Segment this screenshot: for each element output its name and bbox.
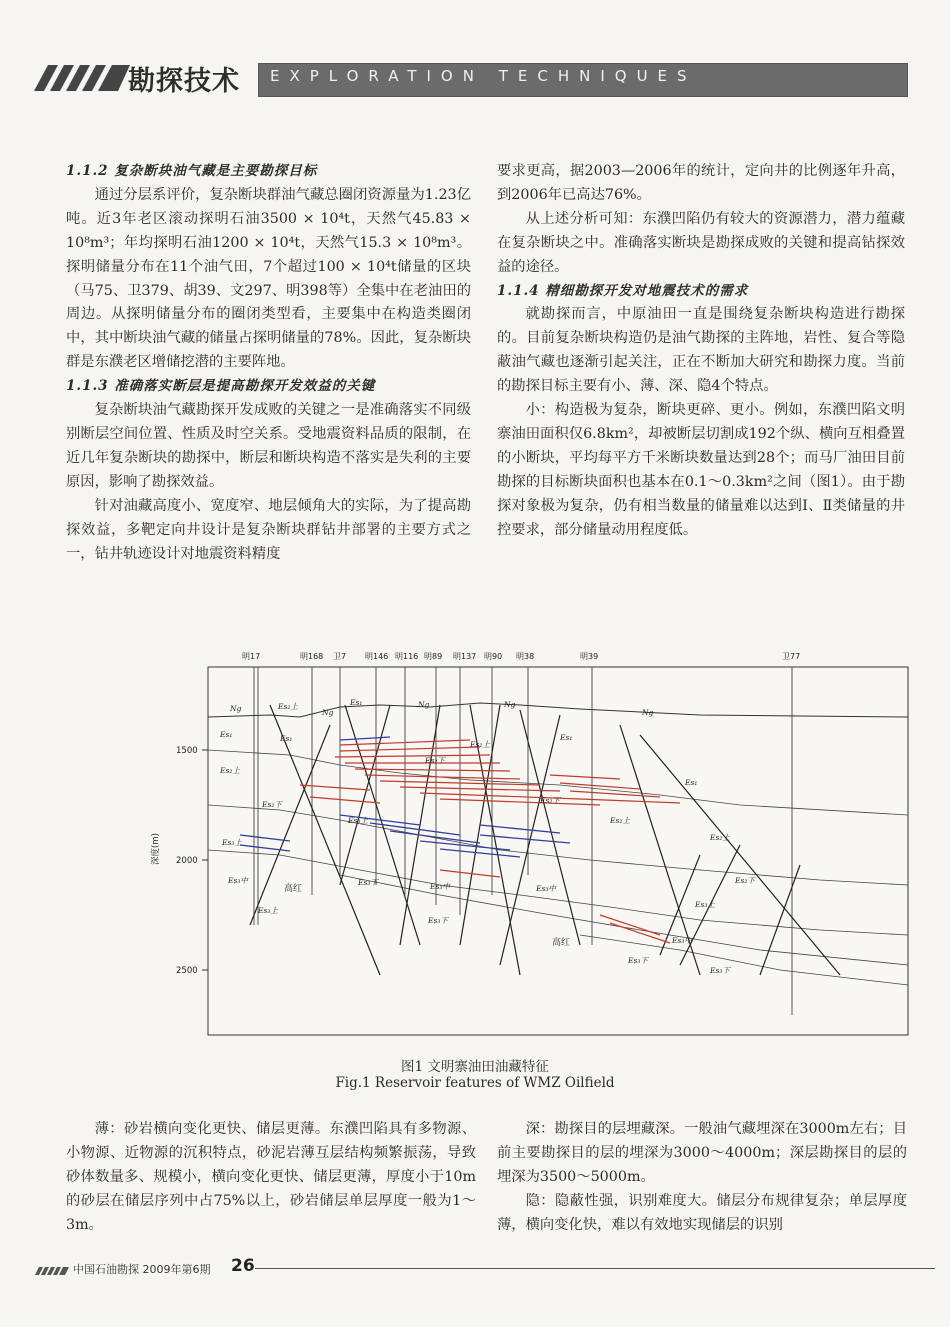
- paragraph: 要求更高，据2003—2006年的统计，定向井的比例逐年升高，到2006年已高达76%。: [497, 163, 905, 203]
- depth-tick: 1500: [176, 746, 198, 756]
- formation-label: Es₃下: [358, 878, 378, 887]
- formation-label: Es₃下: [428, 916, 448, 925]
- formation-label: Es₁: [220, 730, 233, 739]
- formation-label: Es₂下: [425, 756, 445, 765]
- depth-tick: 2500: [176, 966, 198, 976]
- formation-label: Es₂下: [540, 796, 560, 805]
- column-title: 勘探技术: [128, 66, 240, 97]
- paragraph: 从上述分析可知：东濮凹陷仍有较大的资源潜力，潜力蕴藏在复杂断块之中。准确落实断块是勘探成败的关键和提高钻探效益的途径。: [497, 210, 905, 275]
- page-header: [0, 55, 950, 105]
- well-label: 卫77: [782, 652, 801, 661]
- formation-label: Es₂下: [735, 876, 755, 885]
- figure-1-cross-section: [140, 645, 930, 1045]
- column-title-en: EXPLORATION TECHNIQUES: [270, 67, 697, 85]
- well-label: 卫7: [333, 652, 347, 661]
- figure-caption-cn: 图1 文明寨油田油藏特征: [401, 1059, 549, 1075]
- page-number: 26: [231, 1256, 255, 1276]
- depth-axis-label: 深度(m): [151, 833, 161, 865]
- figure-caption-en: Fig.1 Reservoir features of WMZ Oilfield: [335, 1075, 615, 1091]
- well-label: 明39: [580, 652, 599, 661]
- footer-rule: [255, 1268, 935, 1269]
- well-label: 明89: [424, 652, 443, 661]
- formation-label: Es₃下: [628, 956, 648, 965]
- heading-1-1-4: 1.1.4 精细勘探开发对地震技术的需求: [497, 282, 749, 299]
- formation-label: Es₁: [350, 698, 363, 707]
- footer-stripes-icon: [35, 1266, 69, 1276]
- formation-label: Es₂上: [278, 702, 298, 711]
- journal-name: 中国石油勘探 2009年第6期: [73, 1263, 211, 1276]
- heading-1-1-2: 1.1.2 复杂断块油气藏是主要勘探目标: [66, 163, 318, 179]
- formation-label: Es₃上: [348, 816, 368, 825]
- cross-section-diagram: [140, 645, 930, 1045]
- well-label: 明116: [395, 652, 419, 661]
- well-label: 明137: [453, 652, 477, 661]
- formation-label: Es₃上: [695, 900, 715, 909]
- formation-label: Es₃中: [536, 884, 556, 893]
- formation-label: Es₃上: [222, 838, 242, 847]
- formation-label: Ng: [230, 704, 242, 713]
- paragraph: 通过分层系评价，复杂断块群油气藏总圈闭资源量为1.23亿吨。近3年老区滚动探明石油3500 × 10⁴t，天然气45.83 × 10⁸m³；年均探明石油1200 × 10⁴t，天然气15.3 × 10⁸m³。探明储量分布在11个油气田，7个超过100 × 10⁴t储量的区块（马75、卫379、胡39、文297、明398等）全集中在老油田的周边。从探明储量分布的圈闭类型看，主要集中在构造类圈闭中，其中断块油气藏的储量占探明储量的78%。因此，复杂断块群是东濮老区增储挖潜的主要阵地。: [66, 186, 471, 371]
- formation-label: Es₃下: [710, 966, 730, 975]
- formation-label: Es₃中: [672, 936, 692, 945]
- paragraph: 深：勘探目的层埋藏深。一般油气藏埋深在3000m左右；目前主要勘探目的层的埋深为3000～4000m；深层勘探目的层的埋深为3500～5000m。: [497, 1121, 907, 1185]
- paragraph: 隐：隐蔽性强，识别难度大。储层分布规律复杂；单层厚度薄，横向变化快，难以有效地实现储层的识别: [497, 1192, 907, 1233]
- left-column: [66, 160, 471, 566]
- formation-label: Es₁: [560, 733, 573, 742]
- well-label: 明146: [365, 652, 389, 661]
- formation-label: Ng: [322, 708, 334, 717]
- formation-label: Ng: [642, 708, 654, 717]
- well-label: 明90: [484, 652, 503, 661]
- gaohong-label: 高红: [284, 884, 303, 894]
- gaohong-label: 高红: [552, 938, 571, 948]
- formation-label: Ng: [418, 700, 430, 709]
- formation-label: Es₂上: [470, 740, 490, 749]
- formation-label: Es₃上: [258, 906, 278, 915]
- header-stripes-icon: [22, 61, 132, 95]
- depth-axis: [150, 746, 208, 976]
- paragraph: 就勘探而言，中原油田一直是围绕复杂断块构造进行勘探的。目前复杂断块构造仍是油气勘探的主阵地，岩性、复合等隐蔽油气藏也逐渐引起关注，正在不断加大研究和勘探力度。当前的勘探目标主要有小、薄、深、隐4个特点。: [497, 306, 905, 395]
- formation-label: Ng: [504, 700, 516, 709]
- paragraph: 小：构造极为复杂，断块更碎、更小。例如，东濮凹陷文明寨油田面积仅6.8km²，却被断层切割成192个纵、横向互相叠置的小断块，平均每平方千米断块数量达到28个；而马厂油田目前勘探的目标断块面积也基本在0.1～0.3km²之间（图1）。由于勘探对象极为复杂，仍有相当数量的储量难以达到Ⅰ、Ⅱ类储量的井控要求，部分储量动用程度低。: [497, 402, 905, 538]
- formation-label: Es₂下: [262, 800, 282, 809]
- paragraph: 复杂断块油气藏勘探开发成败的关键之一是准确落实不同级别断层空间位置、性质及时空关系。受地震资料品质的限制，在近几年复杂断块的勘探中，断层和断块构造不落实是失利的主要原因，影响了勘探效益。: [66, 402, 471, 490]
- paragraph: 针对油藏高度小、宽度窄、地层倾角大的实际，为了提高勘探效益，多靶定向井设计是复杂断块群钻井部署的主要方式之一，钻井轨迹设计对地震资料精度: [66, 497, 471, 562]
- right-column: [497, 160, 905, 543]
- page-footer: [35, 1256, 915, 1280]
- formation-label: Es₃中: [228, 876, 248, 885]
- well-label: 明17: [242, 652, 261, 661]
- formation-label: Es₁: [685, 778, 698, 787]
- formation-label: Es₂上: [220, 766, 240, 775]
- formation-label: Es₃中: [430, 882, 450, 891]
- well-labels: [242, 652, 800, 661]
- bottom-right-column: [497, 1118, 907, 1238]
- heading-1-1-3: 1.1.3 准确落实断层是提高勘探开发效益的关键: [66, 378, 376, 395]
- paragraph: 薄：砂岩横向变化更快、储层更薄。东濮凹陷具有多物源、小物源、近物源的沉积特点，砂泥岩薄互层结构频繁振荡，导致砂体数量多、规模小，横向变化更快、储层更薄，厚度小于10m的砂层在储层序列中占75%以上，砂岩储层单层厚度一般为1～3m。: [66, 1121, 476, 1233]
- formation-label: Es₂上: [710, 833, 730, 842]
- formation-label: Es₂上: [610, 816, 630, 825]
- well-label: 明38: [516, 652, 535, 661]
- bottom-left-column: [66, 1118, 476, 1238]
- well-label: 明168: [300, 652, 324, 661]
- depth-tick: 2000: [176, 856, 198, 866]
- formation-label: Es₁: [280, 734, 293, 743]
